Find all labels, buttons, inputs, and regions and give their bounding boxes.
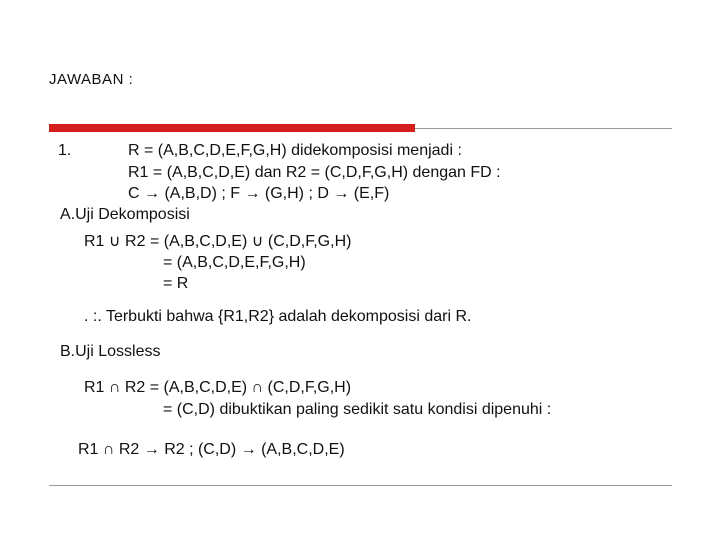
- page-title: JAWABAN :: [49, 71, 134, 88]
- item-number: 1.: [58, 142, 72, 159]
- intersection-expression: R1 ∩ R2 = (A,B,C,D,E) ∩ (C,D,F,G,H): [84, 379, 352, 396]
- relation-split-line: R1 = (A,B,C,D,E) dan R2 = (C,D,F,G,H) dengan FD :: [128, 164, 501, 181]
- union-expression: R1 ∪ R2 = (A,B,C,D,E) ∪ (C,D,F,G,H): [84, 233, 352, 250]
- section-b-heading: B.Uji Lossless: [60, 343, 161, 360]
- footer-divider: [49, 485, 672, 486]
- decomposition-statement: R = (A,B,C,D,E,F,G,H) didekomposisi menjadi :: [128, 142, 462, 159]
- accent-bar: [49, 124, 415, 132]
- union-equals-r: = R: [163, 275, 189, 292]
- lossless-condition: R1 ∩ R2 → R2 ; (C,D) → (A,B,C,D,E): [78, 441, 345, 458]
- union-result: = (A,B,C,D,E,F,G,H): [163, 254, 306, 271]
- functional-dependencies-line: C → (A,B,D) ; F → (G,H) ; D → (E,F): [128, 185, 390, 202]
- section-a-heading: A.Uji Dekomposisi: [60, 206, 190, 223]
- decomposition-conclusion: . :. Terbukti bahwa {R1,R2} adalah dekomposisi dari R.: [84, 308, 472, 325]
- intersection-result: = (C,D) dibuktikan paling sedikit satu kondisi dipenuhi :: [163, 401, 552, 418]
